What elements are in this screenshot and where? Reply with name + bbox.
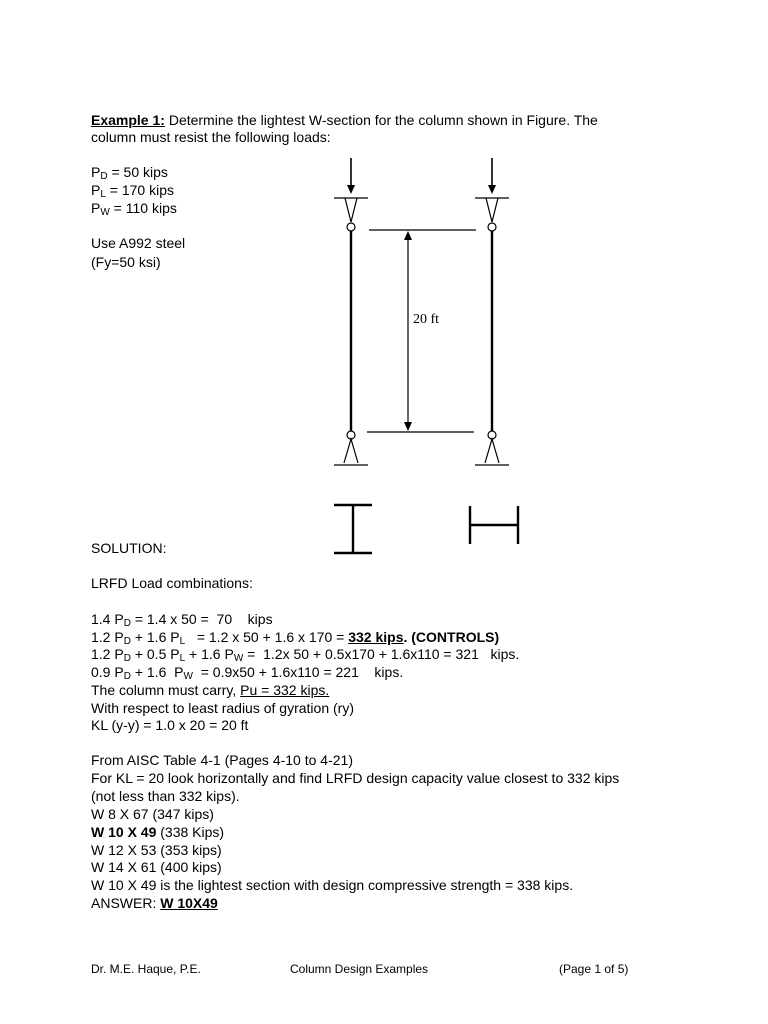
option-w14x61: W 14 X 61 (400 kips) — [91, 859, 222, 875]
example-label: Example 1: — [91, 112, 165, 128]
carry-line: The column must carry, Pu = 332 kips. — [91, 682, 330, 698]
height-label: 20 ft — [413, 312, 440, 327]
lightest-line: W 10 X 49 is the lightest section with design compressive strength = 338 kips. — [91, 877, 574, 893]
option-w12x53: W 12 X 53 (353 kips) — [91, 842, 222, 858]
cross-section-strong-axis — [334, 505, 372, 553]
option-w10x49: W 10 X 49 (338 Kips) — [91, 824, 225, 840]
not-less-line: (not less than 332 kips). — [91, 788, 240, 804]
gyration-line: With respect to least radius of gyration (ry) — [91, 700, 354, 716]
combo-2: 1.2 $P_D + 1.6$ $P_L = 1.2$ x 50 + 1.6 x 170 = 332 kips. (CONTROLS) — [91, 629, 500, 647]
footer-author: Dr. M.E. Haque, P.E. — [91, 962, 201, 976]
aisc-table-line: From AISC Table 4-1 (Pages 4-10 to 4-21) — [91, 752, 353, 768]
right-column — [475, 158, 509, 465]
load-pd: $P_D = 50$ kips — [91, 164, 168, 182]
answer-value: W 10X49 — [160, 895, 218, 911]
left-column — [334, 158, 368, 465]
required-strength: Pu = 332 kips. — [240, 682, 330, 698]
cross-section-weak-axis — [470, 506, 518, 544]
combo-4: 0.9 $P_D + 1.6$ $P_W = 0.9x50 + 1.6x110 = 221$ kips. — [91, 664, 404, 682]
lrfd-heading: LRFD Load combinations: — [91, 575, 253, 591]
footer-page: (Page 1 of 5) — [559, 962, 629, 976]
steel-type: Use A992 steel — [91, 235, 186, 251]
load-pl: $P_L = 170$ kips — [91, 182, 175, 200]
controlling-load: 332 kips — [348, 629, 404, 645]
example-text-2: column must resist the following loads: — [91, 129, 331, 145]
example-text-1: Determine the lightest W-section for the column shown in Figure. The — [164, 112, 598, 128]
combo-1: 1.4 $P_D = 1.4$ x 50 = 70 kips — [91, 611, 273, 629]
load-pw: $P_W = 110$ kips — [91, 200, 177, 218]
combo-3: 1.2 $P_D + 0.5$ $P_L + 1.6$ $P_W = 1.2x$ 50 + 0.5x170 + 1.6x110 = 321 kips. — [91, 646, 520, 664]
footer-title: Column Design Examples — [290, 962, 429, 976]
answer-line: ANSWER: W 10X49 — [91, 895, 218, 911]
kl-find-line: For KL = 20 look horizontally and find LRFD design capacity value closest to 332 kips — [91, 770, 620, 786]
steel-fy: (Fy=50 ksi) — [91, 254, 161, 270]
height-dimension — [367, 230, 476, 432]
solution-heading: SOLUTION: — [91, 540, 167, 556]
option-w8x67: W 8 X 67 (347 kips) — [91, 806, 214, 822]
kl-line: KL (y-y) = 1.0 x 20 = 20 ft — [91, 717, 249, 733]
